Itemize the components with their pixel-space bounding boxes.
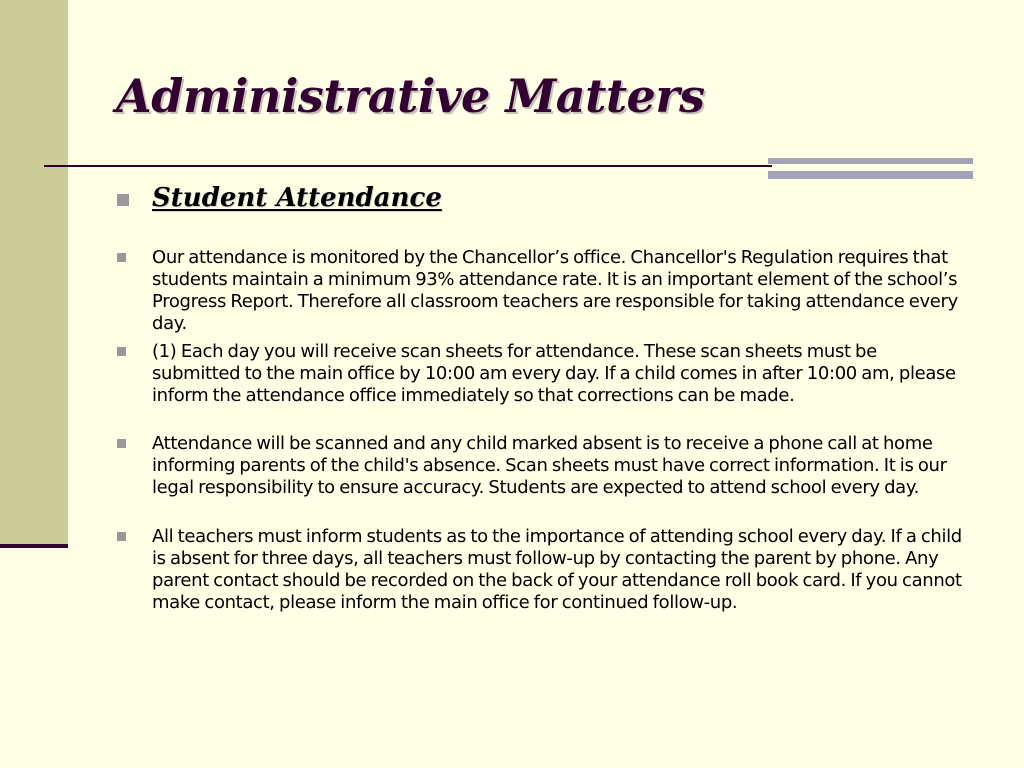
- square-bullet-icon: [117, 347, 126, 356]
- list-item: All teachers must inform students as to the importance of attending school every day. If a child is absent for three days, all teachers must follow-up by contacting the parent by phone. Any parent contact should be recorded on the back of your attendance roll book card. If you cannot make contact, please inform the main office for continued follow-up.: [152, 526, 962, 613]
- accent-bar-bottom: [768, 171, 973, 179]
- list-item: Attendance will be scanned and any child marked absent is to receive a phone call at home informing parents of the child's absence. Scan sheets must have correct information. It is our legal responsibility to ensure accuracy. Students are expected to attend school every day.: [152, 433, 947, 498]
- section-heading: Student Attendance: [152, 183, 442, 213]
- list-item: Our attendance is monitored by the Chancellor’s office. Chancellor's Regulation requires that students maintain a minimum 93% attendance rate. It is an important element of the school’s Progress Report. Therefore all classroom teachers are responsible for taking attendance every day.: [152, 247, 958, 334]
- left-sidebar-rule: [0, 544, 68, 548]
- square-bullet-icon: [117, 532, 126, 541]
- title-divider: [44, 165, 772, 167]
- left-sidebar-band: [0, 0, 68, 544]
- square-bullet-icon: [117, 439, 126, 448]
- list-item: (1) Each day you will receive scan sheets for attendance. These scan sheets must be submitted to the main office by 10:00 am every day. If a child comes in after 10:00 am, please inform the attendance office immediately so that corrections can be made.: [152, 341, 956, 406]
- accent-bar-top: [768, 158, 973, 164]
- slide-title: Administrative Matters: [116, 69, 705, 123]
- square-bullet-icon: [117, 253, 126, 262]
- square-bullet-icon: [117, 194, 129, 206]
